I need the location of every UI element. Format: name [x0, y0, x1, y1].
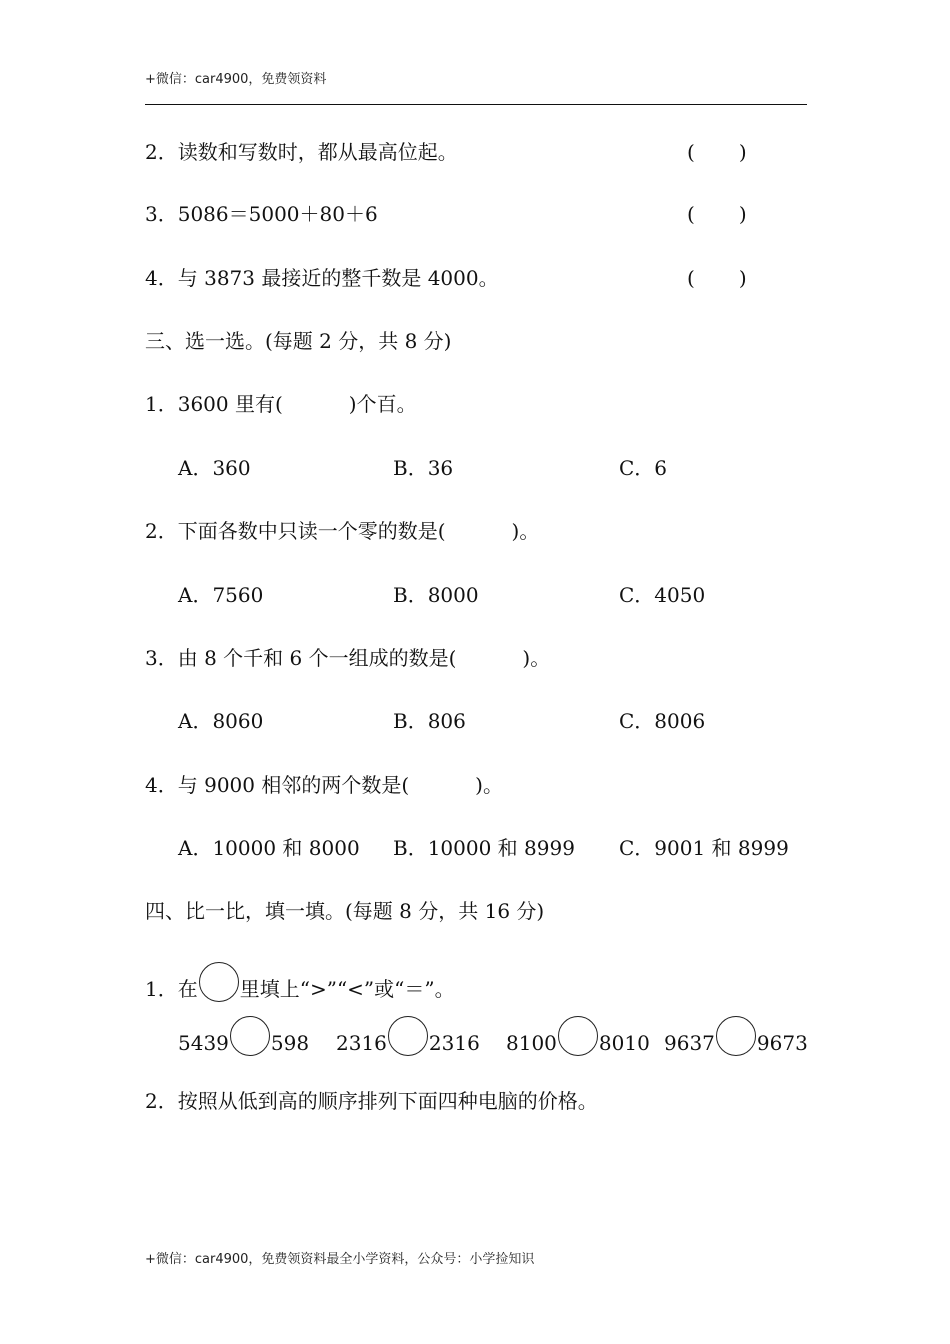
question-text: 与 9000 相邻的两个数是( [177, 773, 410, 797]
section-3-title: 三、选一选。(每题 2 分，共 8 分) [145, 329, 452, 353]
paren-close: ) [738, 266, 747, 290]
option-c: C．4050 [619, 583, 706, 607]
option-c: C．9001 和 8999 [619, 836, 789, 860]
item-number: 2． [145, 140, 178, 164]
item-text: 5086＝5000＋80＋6 [177, 202, 378, 226]
paren-open: ( [687, 202, 695, 226]
option-b: B．8000 [393, 583, 479, 607]
answer-parens[interactable] [687, 140, 747, 164]
option-a: A．8060 [178, 709, 264, 733]
left-number: 2316 [336, 1031, 387, 1055]
compare-circle[interactable] [716, 1016, 756, 1056]
paren-open: ( [687, 266, 695, 290]
comparison-4 [664, 1016, 808, 1063]
option-b: B．36 [393, 456, 454, 480]
option-b: B．10000 和 8999 [393, 836, 575, 860]
choice-question-4 [145, 773, 503, 797]
paren-close: ) [738, 202, 747, 226]
choice-question-3 [145, 646, 550, 670]
page-header: +微信：car4900，免费领资料 [145, 72, 327, 87]
item-number: 1． [145, 977, 178, 1001]
question-text: 按照从低到高的顺序排列下面四种电脑的价格。 [177, 1089, 598, 1113]
right-number: 2316 [428, 1031, 480, 1055]
judge-item-3 [145, 202, 378, 226]
comparison-1 [178, 1016, 309, 1063]
choice-question-2 [145, 519, 539, 543]
page-footer: +微信：car4900，免费领资料最全小学资料，公众号：小学捡知识 [145, 1252, 535, 1267]
question-text: 3600 里有( [177, 392, 283, 416]
item-number: 4． [145, 773, 178, 797]
question-text: 由 8 个千和 6 个一组成的数是( [177, 646, 457, 670]
comparison-2 [336, 1016, 480, 1063]
left-number: 9637 [664, 1031, 715, 1055]
option-a: A．7560 [178, 583, 264, 607]
right-number: 598 [270, 1031, 310, 1055]
left-number: 8100 [506, 1031, 557, 1055]
paren-open: ( [687, 140, 695, 164]
option-c: C．6 [619, 456, 668, 480]
item-text: 读数和写数时，都从最高位起。 [177, 140, 458, 164]
option-c: C．8006 [619, 709, 706, 733]
judge-item-4 [145, 266, 499, 290]
question-text-end: )个百。 [348, 392, 417, 416]
instruction-text: 在 [177, 977, 198, 1001]
section-4-title: 四、比一比，填一填。(每题 8 分，共 16 分) [145, 899, 545, 923]
option-b: B．806 [393, 709, 466, 733]
choice-question-1 [145, 392, 417, 416]
item-number: 1． [145, 392, 178, 416]
compare-circle[interactable] [388, 1016, 428, 1056]
paren-close: ) [738, 140, 747, 164]
compare-instruction [145, 962, 455, 1009]
instruction-text-end: 里填上“>”“<”或“＝”。 [239, 977, 455, 1001]
sort-question [145, 1089, 598, 1113]
item-text: 与 3873 最接近的整千数是 4000。 [177, 266, 499, 290]
compare-circle[interactable] [230, 1016, 270, 1056]
option-a: A．10000 和 8000 [178, 836, 360, 860]
judge-item-2 [145, 140, 458, 164]
option-a: A．360 [178, 456, 251, 480]
item-number: 3． [145, 202, 178, 226]
header-rule [145, 104, 807, 105]
answer-parens[interactable] [687, 266, 747, 290]
question-text: 下面各数中只读一个零的数是( [177, 519, 446, 543]
right-number: 8010 [598, 1031, 650, 1055]
item-number: 2． [145, 519, 178, 543]
question-text-end: )。 [475, 773, 503, 797]
right-number: 9673 [756, 1031, 808, 1055]
item-number: 2． [145, 1089, 178, 1113]
circle-icon [199, 962, 239, 1002]
left-number: 5439 [178, 1031, 229, 1055]
answer-parens[interactable] [687, 202, 747, 226]
question-text-end: )。 [511, 519, 540, 543]
question-text-end: )。 [522, 646, 551, 670]
item-number: 3． [145, 646, 178, 670]
item-number: 4． [145, 266, 178, 290]
compare-circle[interactable] [558, 1016, 598, 1056]
comparison-3 [506, 1016, 650, 1063]
